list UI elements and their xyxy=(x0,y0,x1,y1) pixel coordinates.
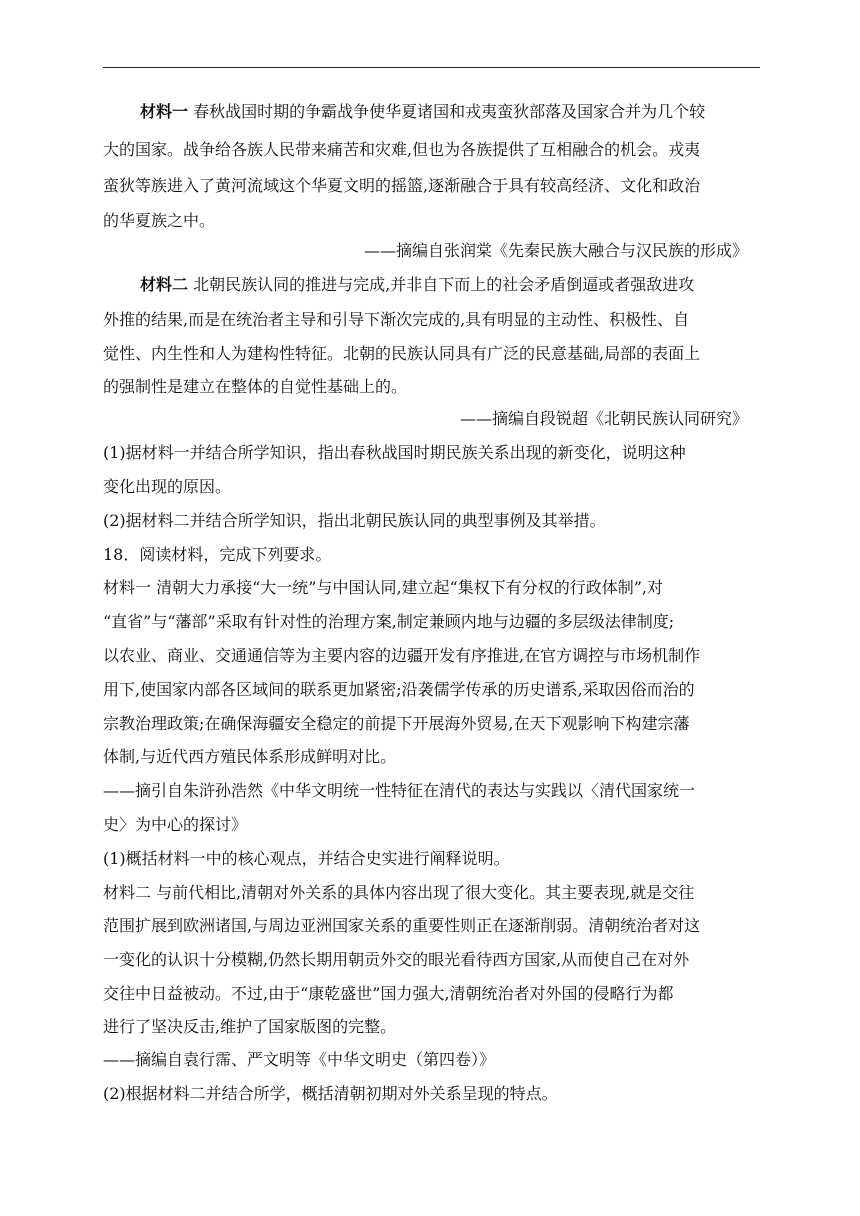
q18-material2-source: ——摘编自袁行霈、严文明等《中华文明史（第四卷）》 xyxy=(103,1050,496,1069)
q17-material1-line2: 大的国家。战争给各族人民带来痛苦和灾难,但也为各族提供了互相融合的机会。戎夷 xyxy=(103,140,701,159)
q18-material1-source-line2: 史〉为中心的探讨》 xyxy=(103,815,248,834)
header-rule xyxy=(103,67,760,68)
q18-material2-line1: 材料二 与前代相比,清朝对外关系的具体内容出现了很大变化。其主要表现,就是交往 xyxy=(103,883,695,902)
q18-material2-line3: 一变化的认识十分模糊,仍然长期用朝贡外交的眼光看待西方国家,从而使自己在对外 xyxy=(103,950,690,969)
q17-question1-line2: 变化出现的原因。 xyxy=(103,477,232,496)
q17-question1-line1: (1)据材料一并结合所学知识，指出春秋战国时期民族关系出现的新变化，说明这种 xyxy=(103,443,686,462)
q18-material1-line4: 用下,使国家内部各区域间的联系更加紧密;沿袭儒学传承的历史谱系,采取因俗而治的 xyxy=(103,680,695,699)
q18-material2-line5: 进行了坚决反击,维护了国家版图的完整。 xyxy=(103,1017,397,1036)
q18-question1: (1)概括材料一中的核心观点，并结合史实进行阐释说明。 xyxy=(103,849,510,868)
q17-material2-line1: 材料二 北朝民族认同的推进与完成,并非自下而上的社会矛盾倒逼或者强敌进攻 xyxy=(140,275,695,294)
q18-material1-line2: “直省”与“藩部”采取有针对性的治理方案,制定兼顾内地与边疆的多层级法律制度; xyxy=(103,612,675,631)
q17-material2-source: ——摘编自段锐超《北朝民族认同研究》 xyxy=(459,409,748,428)
q17-material2-line2: 外推的结果,而是在统治者主导和引导下渐次完成的,具有明显的主动性、积极性、自 xyxy=(103,310,690,329)
q18-title: 18．阅读材料，完成下列要求。 xyxy=(103,545,332,564)
q17-question2: (2)据材料二并结合所学知识，指出北朝民族认同的典型事例及其举措。 xyxy=(103,511,606,530)
q18-material1-line6: 体制,与近代西方殖民体系形成鲜明对比。 xyxy=(103,747,397,766)
q18-material1-line1: 材料一 清朝大力承接“大一统”与中国认同,建立起“集权下有分权的行政体制”,对 xyxy=(103,578,663,597)
q17-material1-source: ——摘编自张润棠《先秦民族大融合与汉民族的形成》 xyxy=(363,241,748,260)
q18-material2-line4: 交往中日益被动。不过,由于“康乾盛世”国力强大,清朝统治者对外国的侵略行为都 xyxy=(103,984,674,1003)
q17-material2-label: 材料二 xyxy=(140,275,189,294)
q17-material1-label: 材料一 xyxy=(140,102,189,121)
q17-material2-line4: 的强制性是建立在整体的自觉性基础上的。 xyxy=(103,377,408,396)
q18-material1-line3: 以农业、商业、交通通信等为主要内容的边疆开发有序推进,在官方调控与市场机制作 xyxy=(103,646,701,665)
q18-question2: (2)根据材料二并结合所学，概括清朝初期对外关系呈现的特点。 xyxy=(103,1084,558,1103)
q17-material1-line3: 蛮狄等族进入了黄河流域这个华夏文明的摇篮,逐渐融合于具有较高经济、文化和政治 xyxy=(103,176,701,195)
q17-material1-line4: 的华夏族之中。 xyxy=(103,211,216,230)
q18-material1-source-line1: ——摘引自朱浒孙浩然《中华文明统一性特征在清代的表达与实践以〈清代国家统一 xyxy=(103,781,696,800)
q17-material1-line1: 材料一 春秋战国时期的争霸战争使华夏诸国和戎夷蛮狄部落及国家合并为几个较 xyxy=(140,102,706,121)
q18-material2-line2: 范围扩展到欧洲诸国,与周边亚洲国家关系的重要性则正在逐渐削弱。清朝统治者对这 xyxy=(103,916,701,935)
q17-material2-line3: 觉性、内生性和人为建构性特征。北朝的民族认同具有广泛的民意基础,局部的表面上 xyxy=(103,344,701,363)
q18-material1-line5: 宗教治理政策;在确保海疆安全稳定的前提下开展海外贸易,在天下观影响下构建宗藩 xyxy=(103,714,690,733)
